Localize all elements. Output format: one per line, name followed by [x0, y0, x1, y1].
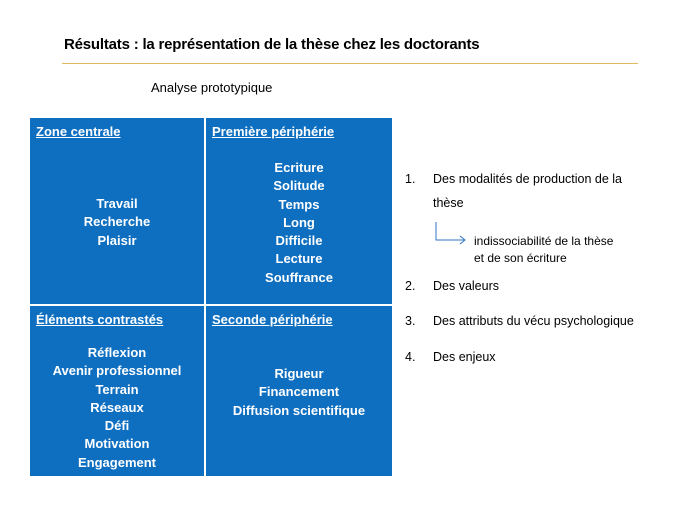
cell-item: Avenir professionnel: [52, 363, 182, 379]
detail-line: indissociabilité de la thèse: [474, 234, 614, 248]
list-text: Des enjeux: [433, 350, 496, 364]
cell-item: Réseaux: [90, 399, 144, 415]
prototypical-analysis-grid: [29, 117, 393, 477]
cell-item: Long: [283, 214, 315, 230]
elbow-arrow-icon: [432, 220, 472, 246]
cell-item: Rigueur: [274, 366, 324, 381]
cell-seconde-peripherie: [206, 306, 392, 476]
list-item-1-detail: [474, 233, 613, 267]
cell-elements-contrastes: [30, 306, 204, 476]
list-number: 4.: [405, 350, 416, 364]
title-divider: [62, 63, 638, 64]
cell-item: Travail: [96, 196, 138, 211]
list-text: Des modalités de production de la: [433, 172, 623, 186]
cell-item: Lecture: [275, 251, 323, 267]
cell-items: [206, 365, 392, 420]
cell-heading: Zone centrale: [36, 124, 121, 139]
cell-item: Financement: [258, 384, 340, 400]
cell-item: Terrain: [95, 381, 139, 397]
list-number: 1.: [405, 172, 416, 186]
slide-title: Résultats : la représentation de la thèse chez les doctorants: [64, 36, 480, 53]
cell-item: Réflexion: [87, 345, 147, 360]
cell-item: Souffrance: [265, 269, 333, 285]
cell-heading: Seconde périphérie: [212, 312, 333, 327]
cell-items: [206, 159, 392, 287]
slide-subtitle: Analyse prototypique: [151, 80, 273, 95]
list-number: 2.: [405, 279, 416, 293]
cell-items: [30, 344, 204, 472]
list-text: Des attributs du vécu psychologique: [433, 314, 634, 328]
cell-item: Plaisir: [97, 232, 137, 248]
cell-item: Diffusion scientifique: [232, 402, 366, 418]
cell-zone-centrale: [30, 118, 204, 304]
detail-line: et de son écriture: [474, 251, 567, 265]
cell-item: Engagement: [77, 454, 156, 470]
cell-item: Solitude: [273, 178, 325, 194]
cell-item: Recherche: [83, 214, 151, 230]
cell-item: Défi: [104, 418, 130, 434]
cell-premiere-peripherie: [206, 118, 392, 304]
cell-item: Difficile: [275, 233, 323, 249]
list-item-1-continuation: thèse: [433, 196, 464, 210]
list-text: Des valeurs: [433, 279, 499, 293]
cell-heading: Éléments contrastés: [36, 312, 164, 327]
cell-item: Temps: [278, 196, 320, 212]
cell-items: [30, 195, 204, 250]
cell-item: Ecriture: [274, 160, 324, 175]
cell-heading: Première périphérie: [212, 124, 335, 139]
list-number: 3.: [405, 314, 416, 328]
cell-item: Motivation: [84, 436, 150, 452]
